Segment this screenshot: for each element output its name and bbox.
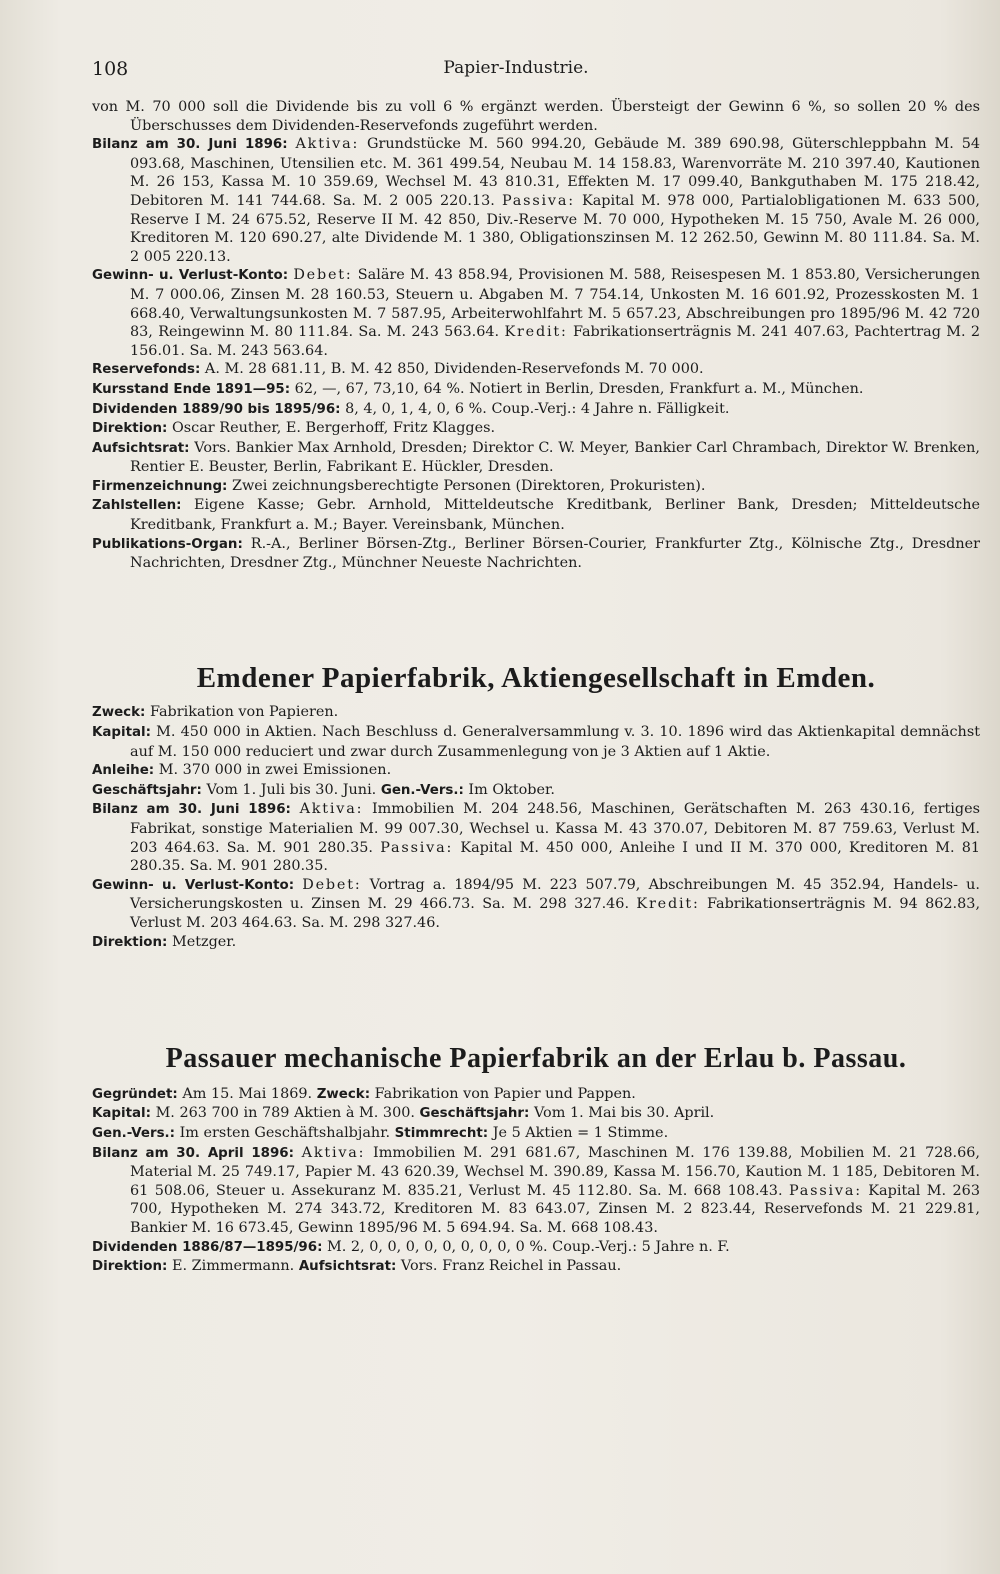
reservefonds-text: A. M. 28 681.11, B. M. 42 850, Dividenden-Reservefonds M. 70 000. — [204, 361, 704, 378]
geschaeftsjahr-label: Geschäftsjahr: — [92, 782, 202, 798]
passiva-label: Passiva: — [380, 839, 454, 856]
aufsichtsrat-entry — [92, 439, 980, 477]
debet-label: Debet: — [293, 267, 353, 284]
geschaeftsjahr-text: Vom 1. Juli bis 30. Juni. — [206, 781, 377, 798]
publikations-label: Publikations-Organ: — [92, 536, 243, 552]
direktion-label: Direktion: — [92, 421, 168, 437]
aktiva-text: Immobilien M. 204 248.56, Maschinen, Gerätschaften M. 263 430.16, fertiges Fabrikat, sonstige Materialien M. 99 007.30, Wechsel u. Kassa M. 43 370.07, Debitoren M. 87 759.63, Verlust M. 203 464.63. Sa. M. 901 280.35. — [130, 801, 980, 856]
passiva-text: Kapital M. 263 700, Hypotheken M. 274 343.72, Kreditoren M. 83 643.07, Zinsen M. 2 823.44, Reservefonds M. 21 229.81, Bankier M. 16 673.45, Gewinn 1895/96 M. 5 694.94. Sa. M. 668 108.43. — [130, 1182, 980, 1236]
direktion-text: Oscar Reuther, E. Bergerhoff, Fritz Klagges. — [171, 420, 496, 437]
running-title: Papier-Industrie. — [443, 58, 589, 78]
direktion-text: Metzger. — [171, 933, 237, 950]
stimmrecht-text: Je 5 Aktien = 1 Stimme. — [492, 1124, 669, 1141]
aufsichtsrat-label: Aufsichtsrat: — [92, 440, 190, 456]
kredit-label: Kredit: — [504, 324, 568, 341]
bilanz-entry — [92, 800, 980, 875]
bilanz-label: Bilanz am 30. April 1896: — [92, 1145, 294, 1161]
bilanz-entry — [92, 1144, 980, 1238]
guv-entry — [92, 876, 980, 933]
stimmrecht-label: Stimmrecht: — [394, 1125, 489, 1141]
kredit-label: Kredit: — [636, 896, 700, 913]
bilanz-label: Bilanz am 30. Juni 1896: — [92, 802, 291, 818]
direktion-entry — [92, 419, 980, 439]
kapital-label: Kapital: — [92, 725, 151, 741]
aufsichtsrat-text: Vors. Franz Reichel in Passau. — [400, 1258, 622, 1275]
intro-paragraph — [92, 98, 980, 135]
genvers-text: Im Oktober. — [468, 781, 555, 798]
dividenden-entry — [92, 400, 980, 420]
anleihe-text: M. 370 000 in zwei Emissionen. — [158, 762, 392, 779]
dividenden-label: Dividenden 1889/90 bis 1895/96: — [92, 401, 341, 417]
debet-text: Vortrag a. 1894/95 M. 223 507.79, Abschreibungen M. 45 352.94, Handels- u. Versicherungskosten u. Zinsen M. 29 466.73. Sa. M. 298 327.46. — [130, 876, 980, 913]
publikations-text: R.-A., Berliner Börsen-Ztg., Berliner Börsen-Courier, Frankfurter Ztg., Kölnische Ztg., Dresdner Nachrichten, Dresdner Ztg., Münchner Neueste Nachrichten. — [130, 535, 980, 572]
anleihe-label: Anleihe: — [92, 763, 155, 779]
direktion-entry — [92, 1257, 980, 1277]
gegruendet-label: Gegründet: — [92, 1086, 178, 1102]
zahlstellen-label: Zahlstellen: — [92, 498, 182, 514]
aufsichtsrat-text: Vors. Bankier Max Arnhold, Dresden; Direktor C. W. Meyer, Bankier Carl Chrambach, Direktor W. Brenken, Rentier E. Beuster, Berlin, Fabrikant E. Hückler, Dresden. — [130, 439, 980, 476]
kapital-text: M. 263 700 in 789 Aktien à M. 300. — [155, 1105, 415, 1122]
kursstand-text: 62, —, 67, 73,10, 64 %. Notiert in Berlin, Dresden, Frankfurt a. M., München. — [294, 380, 864, 397]
passiva-label: Passiva: — [501, 192, 575, 209]
geschaeftsjahr-text: Vom 1. Mai bis 30. April. — [533, 1105, 715, 1122]
zahlstellen-text: Eigene Kasse; Gebr. Arnhold, Mitteldeutsche Kreditbank, Berliner Bank, Dresden; Mitteldeutsche Kreditbank, Frankfurt a. M.; Bayer. Vereinsbank, München. — [130, 497, 981, 534]
bilanz-entry — [92, 135, 980, 266]
dividenden-entry — [92, 1238, 980, 1258]
aktiva-label: Aktiva: — [295, 136, 360, 153]
guv-entry — [92, 266, 980, 360]
guv-label: Gewinn- u. Verlust-Konto: — [92, 877, 295, 893]
aktiva-label: Aktiva: — [299, 801, 364, 818]
anleihe-entry — [92, 761, 980, 781]
gegruendet-text: Am 15. Mai 1869. — [182, 1085, 313, 1102]
firmenzeichnung-label: Firmenzeichnung: — [92, 478, 228, 494]
kapital-label: Kapital: — [92, 1106, 151, 1122]
passiva-text: Kapital M. 450 000, Anleihe I und II M. 370 000, Kreditoren M. 81 280.35. Sa. M. 901 280.35. — [130, 839, 981, 875]
kursstand-label: Kursstand Ende 1891—95: — [92, 381, 291, 397]
page-number: 108 — [92, 58, 129, 80]
genvers-entry — [92, 1124, 980, 1144]
debet-label: Debet: — [302, 876, 362, 893]
genvers-text: Im ersten Geschäftshalbjahr. — [179, 1124, 391, 1141]
firmenzeichnung-entry — [92, 477, 980, 497]
kursstand-entry — [92, 380, 980, 400]
kapital-entry — [92, 1104, 980, 1124]
company-title-passau: Passauer mechanische Papierfabrik an der Erlau b. Passau. — [165, 1043, 907, 1075]
passiva-label: Passiva: — [788, 1182, 862, 1199]
genvers-label: Gen.-Vers.: — [380, 782, 464, 798]
bilanz-label: Bilanz am 30. Juni 1896: — [92, 137, 288, 153]
zweck-text: Fabrikation von Papier und Pappen. — [374, 1085, 636, 1102]
aktiva-label: Aktiva: — [301, 1144, 366, 1161]
passiva-text: Kapital M. 978 000, Partialobligationen M. 633 500, Reserve I M. 24 675.52, Reserve II M. 42 850, Div.-Reserve M. 70 000, Hypotheken M. 15 750, Avale M. 26 000, Kreditoren M. 120 690.27, alte Dividende M. 1 380, Obligationszinsen M. 12 262.50, Gewinn M. 80 111.84. Sa. M. 2 005 220.13. — [130, 192, 981, 265]
kredit-text: Fabrikationserträgnis M. 241 407.63, Pachtertrag M. 2 156.01. Sa. M. 243 563.64. — [130, 324, 981, 359]
geschaeftsjahr-label: Geschäftsjahr: — [419, 1106, 530, 1122]
gegruendet-entry — [92, 1085, 980, 1105]
reservefonds-entry — [92, 360, 980, 380]
direktion-entry — [92, 933, 980, 953]
direktion-label: Direktion: — [92, 1259, 168, 1275]
dividenden-text: M. 2, 0, 0, 0, 0, 0, 0, 0, 0, 0 %. Coup.-Verj.: 5 Jahre n. F. — [327, 1238, 730, 1255]
zweck-entry — [92, 703, 980, 723]
kapital-entry — [92, 723, 980, 761]
aktiva-text: Grundstücke M. 560 994.20, Gebäude M. 389 690.98, Güterschleppbahn M. 54 093.68, Maschinen, Utensilien etc. M. 361 499.54, Neubau M. 14 158.83, Warenvorräte M. 210 397.40, Kautionen M. 26 153, Kassa M. 10 359.69, Wechsel M. 43 810.31, Effekten M. 17 099.40, Bankguthaben M. 175 218.42, Debitoren M. 141 744.68. Sa. M. 2 005 220.13. — [130, 136, 981, 209]
intro-text: von M. 70 000 soll die Dividende bis zu voll 6 % ergänzt werden. Übersteigt der Gewinn 6 %, so sollen 20 % des Überschusses dem Dividenden-Reservefonds zugeführt werden. — [92, 99, 980, 134]
kapital-text: M. 450 000 in Aktien. Nach Beschluss d. Generalversammlung v. 3. 10. 1896 wird das Aktienkapital demnächst auf M. 150 000 reduciert und zwar durch Zusammenlegung von je 3 Aktien auf 1 Aktie. — [130, 724, 980, 760]
zweck-label: Zweck: — [316, 1086, 371, 1102]
guv-label: Gewinn- u. Verlust-Konto: — [92, 268, 289, 284]
zahlstellen-entry — [92, 496, 980, 534]
page-content — [92, 98, 980, 1277]
zweck-label: Zweck: — [92, 705, 146, 721]
aktiva-text: Immobilien M. 291 681.67, Maschinen M. 176 139.88, Mobilien M. 21 728.66, Material M. 25 749.17, Papier M. 43 620.39, Wechsel M. 390.89, Kassa M. 156.70, Kaution M. 1 185, Debitoren M. 61 508.06, Steuer u. Assekuranz M. 835.21, Verlust M. 45 112.80. Sa. M. 668 108.43. — [130, 1144, 981, 1199]
dividenden-text: 8, 4, 0, 1, 4, 0, 6 %. Coup.-Verj.: 4 Jahre n. Fälligkeit. — [345, 400, 730, 417]
company-title-emden: Emdener Papierfabrik, Aktiengesellschaft in Emden. — [196, 661, 876, 694]
aufsichtsrat-label: Aufsichtsrat: — [298, 1259, 397, 1275]
kredit-text: Fabrikationserträgnis M. 94 862.83, Verlust M. 203 464.63. Sa. M. 298 327.46. — [130, 896, 981, 931]
direktion-text: E. Zimmermann. — [171, 1258, 295, 1275]
reservefonds-label: Reservefonds: — [92, 362, 201, 378]
geschaeftsjahr-entry — [92, 781, 980, 801]
zweck-text: Fabrikation von Papieren. — [149, 704, 339, 721]
genvers-label: Gen.-Vers.: — [92, 1125, 176, 1141]
dividenden-label: Dividenden 1886/87—1895/96: — [92, 1239, 323, 1255]
page-header — [92, 58, 940, 90]
debet-text: Saläre M. 43 858.94, Provisionen M. 588, Reisespesen M. 1 853.80, Versicherungen M. 7 000.06, Zinsen M. 28 160.53, Steuern u. Abgaben M. 7 754.14, Unkosten M. 16 601.92, Prozesskosten M. 1 668.40, Verwaltungsunkosten M. 7 587.95, Arbeiterwohlfahrt M. 5 657.23, Abschreibungen pro 1895/96 M. 42 720 83, Reingewinn M. 80 111.84. Sa. M. 243 563.64. — [130, 267, 981, 341]
firmenzeichnung-text: Zwei zeichnungsberechtigte Personen (Direktoren, Prokuristen). — [231, 477, 706, 494]
publikations-entry — [92, 535, 980, 573]
direktion-label: Direktion: — [92, 934, 168, 950]
